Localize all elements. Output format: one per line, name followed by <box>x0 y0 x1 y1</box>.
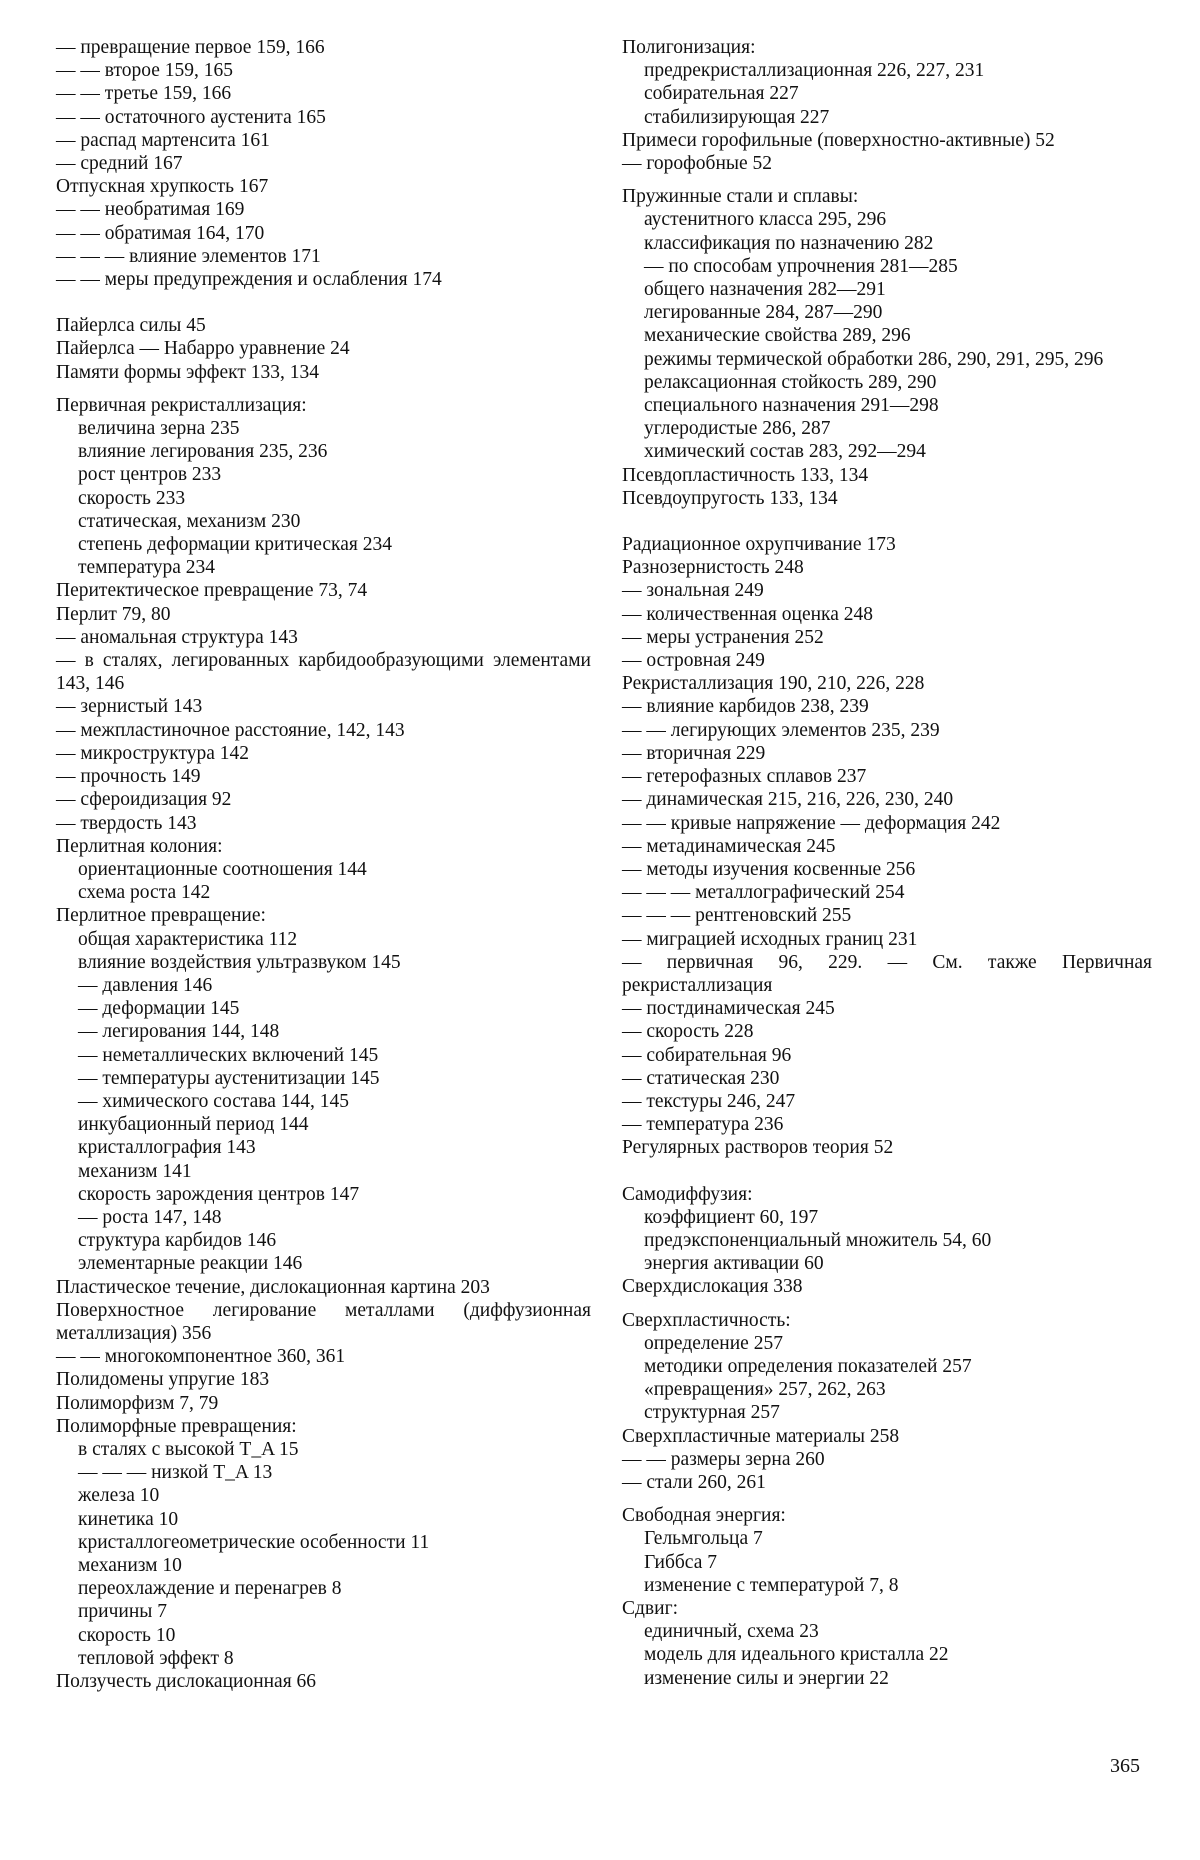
index-entry: тепловой эффект 8 <box>78 1647 234 1669</box>
index-entry: изменение с температурой 7, 8 <box>644 1574 899 1596</box>
index-entry: — — необратимая 169 <box>56 199 245 221</box>
index-entry: — метадинамическая 245 <box>622 835 836 857</box>
index-entry: — — — металлографический 254 <box>622 882 905 904</box>
index-entry: изменение силы и энергии 22 <box>644 1667 889 1689</box>
index-entry: — превращение первое 159, 166 <box>56 37 325 58</box>
index-entry: Пружинные стали и сплавы: <box>622 186 859 208</box>
index-entry: переохлаждение и перенагрев 8 <box>78 1578 342 1600</box>
index-entry: — собирательная 96 <box>622 1044 792 1066</box>
index-entry: — аномальная структура 143 <box>56 626 298 648</box>
index-entry: Пайерлса силы 45 <box>56 315 206 337</box>
index-entry: «превращения» 257, 262, 263 <box>644 1379 886 1401</box>
index-entry: Сверхпластичные материалы 258 <box>622 1425 900 1447</box>
index-entry: Радиационное охрупчивание 173 <box>622 534 896 556</box>
index-entry: Полиморфные превращения: <box>56 1415 297 1437</box>
index-entry: — — второе 159, 165 <box>56 60 234 82</box>
index-entry: химический состав 283, 292—294 <box>644 441 926 463</box>
index-entry: — — обратимая 164, 170 <box>56 222 265 244</box>
index-entry: влияние воздействия ультразвуком 145 <box>78 951 401 973</box>
entry-spacer <box>622 175 1152 185</box>
index-entry: в сталях с высокой T_A 15 <box>78 1438 299 1460</box>
index-entry: скорость зарождения центров 147 <box>78 1183 360 1205</box>
index-entry: — — размеры зерна 260 <box>622 1448 825 1470</box>
index-entry: — роста 147, 148 <box>78 1206 222 1228</box>
index-entry: — — — низкой T_A 13 <box>78 1462 273 1484</box>
index-entry: методики определения показателей 257 <box>644 1355 972 1377</box>
index-entry: структурная 257 <box>644 1402 780 1424</box>
index-entry: — первичная 96, 229. — См. также Первичная рекристаллизация <box>622 951 1152 996</box>
index-entry: кристаллография 143 <box>78 1137 256 1159</box>
index-entry: величина зерна 235 <box>78 418 240 440</box>
index-entry: единичный, схема 23 <box>644 1621 819 1643</box>
index-entry: — — остаточного аустенита 165 <box>56 106 326 128</box>
index-entry: стабилизирующая 227 <box>644 106 830 128</box>
index-entry: — вторичная 229 <box>622 742 766 764</box>
index-entry: — температура 236 <box>622 1114 784 1136</box>
index-entry: схема роста 142 <box>78 882 211 904</box>
index-column-left <box>56 36 591 1693</box>
index-entry: Рекристаллизация 190, 210, 226, 228 <box>622 673 925 695</box>
index-entry: Памяти формы эффект 133, 134 <box>56 361 319 383</box>
index-entry: — средний 167 <box>56 153 183 175</box>
index-entry: определение 257 <box>644 1332 783 1354</box>
index-entry: Поверхностное легирование металлами (диффузионная металлизация) 356 <box>56 1299 591 1344</box>
index-entry: — — третье 159, 166 <box>56 83 232 105</box>
index-entry: кристаллогеометрические особенности 11 <box>78 1531 430 1553</box>
index-entry: скорость 10 <box>78 1624 176 1646</box>
index-entry: Самодиффузия: <box>622 1183 753 1205</box>
index-entry: кинетика 10 <box>78 1508 179 1530</box>
index-entry: Псевдоупругость 133, 134 <box>622 487 838 509</box>
index-entry: — — меры предупреждения и ослабления 174 <box>56 269 442 291</box>
index-entry: элементарные реакции 146 <box>78 1253 303 1275</box>
index-entry: Полиморфизм 7, 79 <box>56 1392 219 1414</box>
index-entry: — гетерофазных сплавов 237 <box>622 766 867 788</box>
index-entry: причины 7 <box>78 1601 168 1623</box>
index-entry: статическая, механизм 230 <box>78 510 301 532</box>
index-entry: — стали 260, 261 <box>622 1471 766 1493</box>
index-column-right <box>622 36 1152 1690</box>
index-entry: — распад мартенсита 161 <box>56 129 270 151</box>
index-entry: — миграцией исходных границ 231 <box>622 928 918 950</box>
index-entry: структура карбидов 146 <box>78 1230 277 1252</box>
index-entry: — зернистый 143 <box>56 696 203 718</box>
index-entry: Сверхдислокация 338 <box>622 1276 803 1298</box>
index-entry: классификация по назначению 282 <box>644 232 934 254</box>
index-entry: — скорость 228 <box>622 1021 754 1043</box>
index-entry: — по способам упрочнения 281—285 <box>644 255 958 277</box>
index-entry: — легирования 144, 148 <box>78 1021 280 1043</box>
index-entry: — — кривые напряжение — деформация 242 <box>622 812 1001 834</box>
index-entry: — в сталях, легированных карбидообразующими элементами 143, 146 <box>56 650 591 695</box>
index-entry: Примеси горофильные (поверхностно-активные) 52 <box>622 129 1055 151</box>
index-entry: рост центров 233 <box>78 464 222 486</box>
index-entry: — динамическая 215, 216, 226, 230, 240 <box>622 789 954 811</box>
index-entry: — влияние карбидов 238, 239 <box>622 696 869 718</box>
index-entry: — сфероидизация 92 <box>56 789 232 811</box>
entry-spacer <box>622 1494 1152 1504</box>
index-entry: легированные 284, 287—290 <box>644 302 883 324</box>
index-entry: Свободная энергия: <box>622 1505 786 1527</box>
index-entry: Сверхпластичность: <box>622 1309 791 1331</box>
index-entry: Перлитная колония: <box>56 835 223 857</box>
index-entry: Пайерлса — Набарро уравнение 24 <box>56 338 350 360</box>
index-entry: релаксационная стойкость 289, 290 <box>644 371 937 393</box>
index-entry: степень деформации критическая 234 <box>78 534 392 556</box>
index-entry: — — — рентгеновский 255 <box>622 905 852 927</box>
index-entry: общего назначения 282—291 <box>644 279 886 301</box>
index-entry: — количественная оценка 248 <box>622 603 873 625</box>
index-entry: Первичная рекристаллизация: <box>56 394 307 416</box>
index-entry: аустенитного класса 295, 296 <box>644 209 887 231</box>
index-entry: инкубационный период 144 <box>78 1114 309 1136</box>
index-entry: Перлитное превращение: <box>56 905 266 927</box>
index-entry: — прочность 149 <box>56 766 201 788</box>
entry-spacer <box>622 1299 1152 1309</box>
index-entry: — твердость 143 <box>56 812 197 834</box>
index-entry: Разнозернистость 248 <box>622 557 804 579</box>
index-entry: модель для идеального кристалла 22 <box>644 1644 949 1666</box>
index-entry: — горофобные 52 <box>622 153 773 175</box>
index-entry: общая характеристика 112 <box>78 928 298 950</box>
entry-spacer <box>622 1160 1152 1183</box>
index-entry: Перитектическое превращение 73, 74 <box>56 580 368 602</box>
index-entry: — методы изучения косвенные 256 <box>622 858 916 880</box>
index-entry: температура 234 <box>78 557 216 579</box>
index-entry: Полидомены упругие 183 <box>56 1369 270 1391</box>
index-entry: предэкспоненциальный множитель 54, 60 <box>644 1229 992 1251</box>
index-entry: — постдинамическая 245 <box>622 998 835 1020</box>
index-entry: специального назначения 291—298 <box>644 395 939 417</box>
index-entry: коэффициент 60, 197 <box>644 1206 819 1228</box>
index-entry: — межпластиночное расстояние, 142, 143 <box>56 719 405 741</box>
index-entry: механические свойства 289, 296 <box>644 325 911 347</box>
index-entry: энергия активации 60 <box>644 1253 824 1275</box>
index-entry: — статическая 230 <box>622 1067 780 1089</box>
index-entry: Гельмгольца 7 <box>644 1528 763 1550</box>
index-entry: предрекристаллизационная 226, 227, 231 <box>644 60 985 82</box>
index-entry: — деформации 145 <box>78 998 240 1020</box>
index-entry: ориентационные соотношения 144 <box>78 858 367 880</box>
page-number: 365 <box>1110 1755 1140 1777</box>
index-entry: — — — влияние элементов 171 <box>56 245 321 267</box>
index-entry: Сдвиг: <box>622 1598 678 1619</box>
index-entry: механизм 10 <box>78 1555 182 1576</box>
index-entry: Гиббса 7 <box>644 1551 717 1573</box>
index-entry: углеродистые 286, 287 <box>644 418 831 440</box>
index-entry: режимы термической обработки 286, 290, 291, 295, 296 <box>644 348 1104 370</box>
index-entry: Отпускная хрупкость 167 <box>56 176 269 198</box>
entry-spacer <box>56 291 591 314</box>
index-entry: скорость 233 <box>78 487 186 509</box>
index-entry: — — легирующих элементов 235, 239 <box>622 719 940 741</box>
index-entry: Ползучесть дислокационная 66 <box>56 1671 317 1693</box>
index-entry: — давления 146 <box>78 974 213 996</box>
index-entry: — зональная 249 <box>622 580 764 602</box>
index-entry: — микроструктура 142 <box>56 742 250 764</box>
index-entry: — меры устранения 252 <box>622 626 824 648</box>
index-entry: — — многокомпонентное 360, 361 <box>56 1346 346 1368</box>
index-entry: влияние легирования 235, 236 <box>78 441 328 463</box>
entry-spacer <box>622 510 1152 533</box>
index-entry: — неметаллических включений 145 <box>78 1044 379 1066</box>
index-entry: железа 10 <box>78 1485 160 1507</box>
index-entry: Регулярных растворов теория 52 <box>622 1137 894 1159</box>
index-entry: Псевдопластичность 133, 134 <box>622 464 869 486</box>
index-entry: — текстуры 246, 247 <box>622 1090 796 1112</box>
index-entry: — температуры аустенитизации 145 <box>78 1067 380 1089</box>
entry-spacer <box>56 384 591 394</box>
index-entry: Пластическое течение, дислокационная картина 203 <box>56 1276 490 1298</box>
index-entry: — островная 249 <box>622 650 765 672</box>
index-entry: Перлит 79, 80 <box>56 603 171 625</box>
index-entry: собирательная 227 <box>644 83 799 105</box>
index-entry: — химического состава 144, 145 <box>78 1090 350 1112</box>
index-entry: механизм 141 <box>78 1160 192 1182</box>
index-entry: Полигонизация: <box>622 37 756 58</box>
